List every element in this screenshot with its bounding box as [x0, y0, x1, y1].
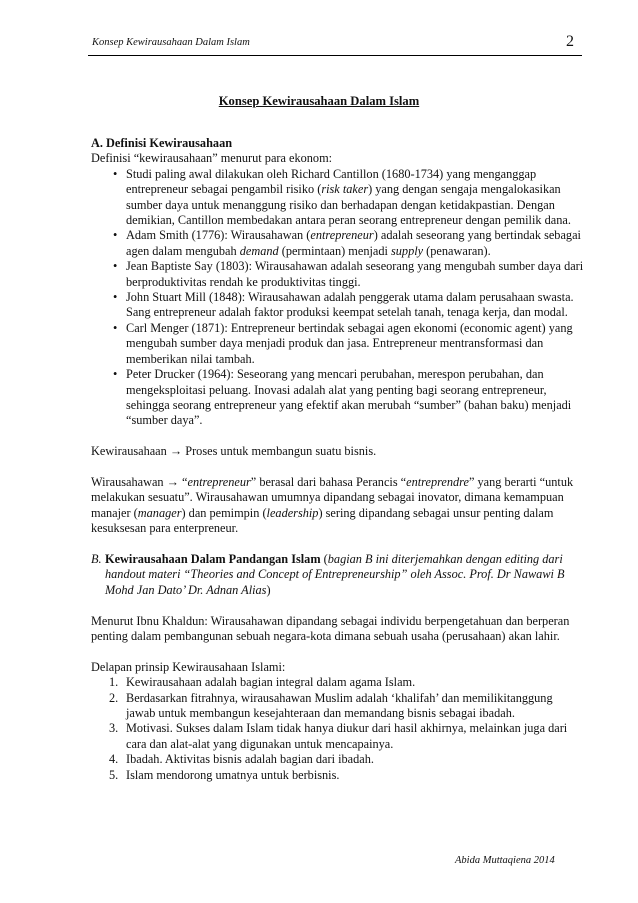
text-run: Studi paling awal dilakukan oleh Richard Cantillon (1680-1734) yang menganggap entrepreneur sebagai pengambil risiko (	[126, 166, 537, 197]
principle-number: 2.	[109, 690, 119, 705]
italic-term: entreprendre	[406, 474, 469, 489]
principle-item	[91, 675, 585, 690]
principles-intro: Delapan prinsip Kewirausahaan Islami:	[91, 659, 286, 674]
principle-number: 3.	[109, 721, 119, 736]
principle-number: 5.	[109, 767, 119, 782]
principle-text: Berdasarkan fitrahnya, wirausahawan Muslim adalah ‘khalifah’ dan memilikitanggung jawab untuk membangun kesejahteraan dan memandang bisnis sebagai ibadah.	[126, 690, 553, 720]
text-run: “	[182, 474, 188, 489]
kewirausahaan-text: Proses untuk membangun suatu bisnis.	[185, 444, 377, 459]
principle-item	[91, 721, 585, 752]
principle-item	[91, 752, 585, 767]
text-run: Jean Baptiste Say (1803): Wirausahawan adalah seseorang yang mengubah sumber daya dari berproduktivitas rendah ke produktivitas tinggi.	[126, 259, 584, 289]
section-b-title: Kewirausahaan Dalam Pandangan Islam	[105, 551, 321, 566]
italic-term: supply	[391, 243, 424, 258]
italic-term: entrepreneur	[187, 474, 251, 489]
text-run: ) yang dengan sengaja mengalokasikan sumber daya untuk menanggung risiko dan berhadapan dengan ketidakpastian. Dengan demikian, Cantillon membedakan antara peran seorang entrepreneur dengan pemilik dana.	[126, 182, 571, 228]
spacer	[91, 537, 585, 552]
principle-text: Kewirausahaan adalah bagian integral dalam agama Islam.	[126, 675, 416, 690]
definition-bullet	[91, 259, 585, 290]
principle-text: Islam mendorong umatnya untuk berbisnis.	[126, 767, 340, 782]
kewirausahaan-definition	[91, 444, 585, 459]
italic-term: demand	[239, 243, 279, 258]
wirausahawan-text	[91, 475, 573, 535]
section-a-letter: A.	[91, 136, 103, 150]
text-run: ) adalah seseorang yang bertindak sebagai agen dalam mengubah	[126, 228, 581, 258]
footer-author: Abida Muttaqiena 2014	[455, 855, 555, 866]
principle-item	[91, 768, 585, 783]
principle-item	[91, 691, 585, 722]
principle-number: 4.	[109, 752, 119, 767]
text-run: Carl Menger (1871): Entrepreneur bertindak sebagai agen ekonomi (economic agent) yang mengubah sumber daya menjadi produk dan jasa. Entrepreneur mentransformasi dan memberikan nilai tambah.	[126, 320, 573, 366]
section-b-note-close: )	[266, 582, 271, 597]
section-b-note-open: (	[323, 551, 328, 566]
arrow-right-icon: →	[169, 444, 183, 459]
italic-term: manager	[137, 505, 182, 520]
text-run: Peter Drucker (1964): Seseorang yang mencari perubahan, merespon perubahan, dan mengeksploitasi peluang. Inovasi adalah alat yang penting bagi seorang entrepreneur, sehingga seorang entrepreneur yang efektif akan merubah “sumber” (bahan baku) menjadi “sumber daya”.	[126, 367, 572, 428]
definition-bullet	[91, 367, 585, 429]
italic-term: risk taker	[321, 182, 369, 197]
text-run: (permintaan) menjadi	[278, 243, 391, 258]
term-kewirausahaan: Kewirausahaan	[91, 444, 167, 459]
definition-bullet	[91, 167, 585, 229]
section-a-title: Definisi Kewirausahaan	[106, 136, 233, 150]
section-a-intro: Definisi “kewirausahaan” menurut para ekonom:	[91, 151, 333, 166]
italic-term: entrepreneur	[310, 228, 374, 243]
section-a-heading	[91, 136, 585, 151]
spacer	[91, 460, 585, 475]
document-body	[91, 136, 585, 783]
section-b-letter: B.	[91, 551, 102, 566]
italic-term: leadership	[266, 505, 319, 520]
principle-text: Ibadah. Aktivitas bisnis adalah bagian dari ibadah.	[126, 752, 374, 767]
definition-bullet	[91, 228, 585, 259]
definition-list	[91, 167, 585, 429]
spacer	[91, 429, 585, 444]
section-b-heading	[91, 552, 585, 598]
running-header-title: Konsep Kewirausahaan Dalam Islam	[92, 37, 250, 48]
ibnu-khaldun-paragraph: Menurut Ibnu Khaldun: Wirausahawan dipandang sebagai individu berpengetahuan dan berperan penting dalam pembangunan sebuah negara-kota dimana sebuah usaha (perusahaan) akan lahir.	[91, 613, 570, 643]
section-b-note: bagian B ini diterjemahkan dengan editing dari handout materi “Theories and Concept of Entrepreneurship” oleh Assoc. Prof. Dr Nawawi B Mohd Jan Dato’ Dr. Adnan Alias	[105, 551, 565, 597]
principles-list	[91, 675, 585, 783]
text-run: ” berasal dari bahasa Perancis “	[250, 474, 407, 489]
term-wirausahawan: Wirausahawan	[91, 474, 164, 489]
text-run: John Stuart Mill (1848): Wirausahawan adalah penggerak utama dalam perusahaan swasta. Sang entrepreneur adalah faktor produksi keempat setelah tanah, tenaga kerja, dan modal.	[126, 290, 574, 320]
text-run: (penawaran).	[423, 243, 491, 258]
text-run: ) sering dipandang sebagai unsur penting dalam kesuksesan para enterpreneur.	[91, 505, 554, 536]
page-number: 2	[566, 33, 574, 50]
text-run: ” yang berarti “untuk melakukan sesuatu”. Wirausahawan umumnya dipandang sebagai inovator, dimana kemampuan manajer (	[91, 474, 574, 520]
spacer	[91, 644, 585, 659]
definition-bullet	[91, 321, 585, 367]
definition-bullet	[91, 290, 585, 321]
text-run: ) dan pemimpin (	[181, 505, 267, 520]
header-divider	[88, 55, 582, 56]
wirausahawan-definition	[91, 475, 585, 537]
text-run: Adam Smith (1776): Wirausahawan (	[126, 228, 311, 243]
spacer	[91, 598, 585, 613]
principle-text: Motivasi. Sukses dalam Islam tidak hanya diukur dari hasil akhirnya, melainkan juga dari cara dan alat-alat yang digunakan untuk mencapainya.	[126, 721, 568, 751]
arrow-right-icon: →	[166, 474, 179, 489]
document-title: Konsep Kewirausahaan Dalam Islam	[218, 94, 420, 108]
principle-number: 1.	[109, 675, 119, 690]
